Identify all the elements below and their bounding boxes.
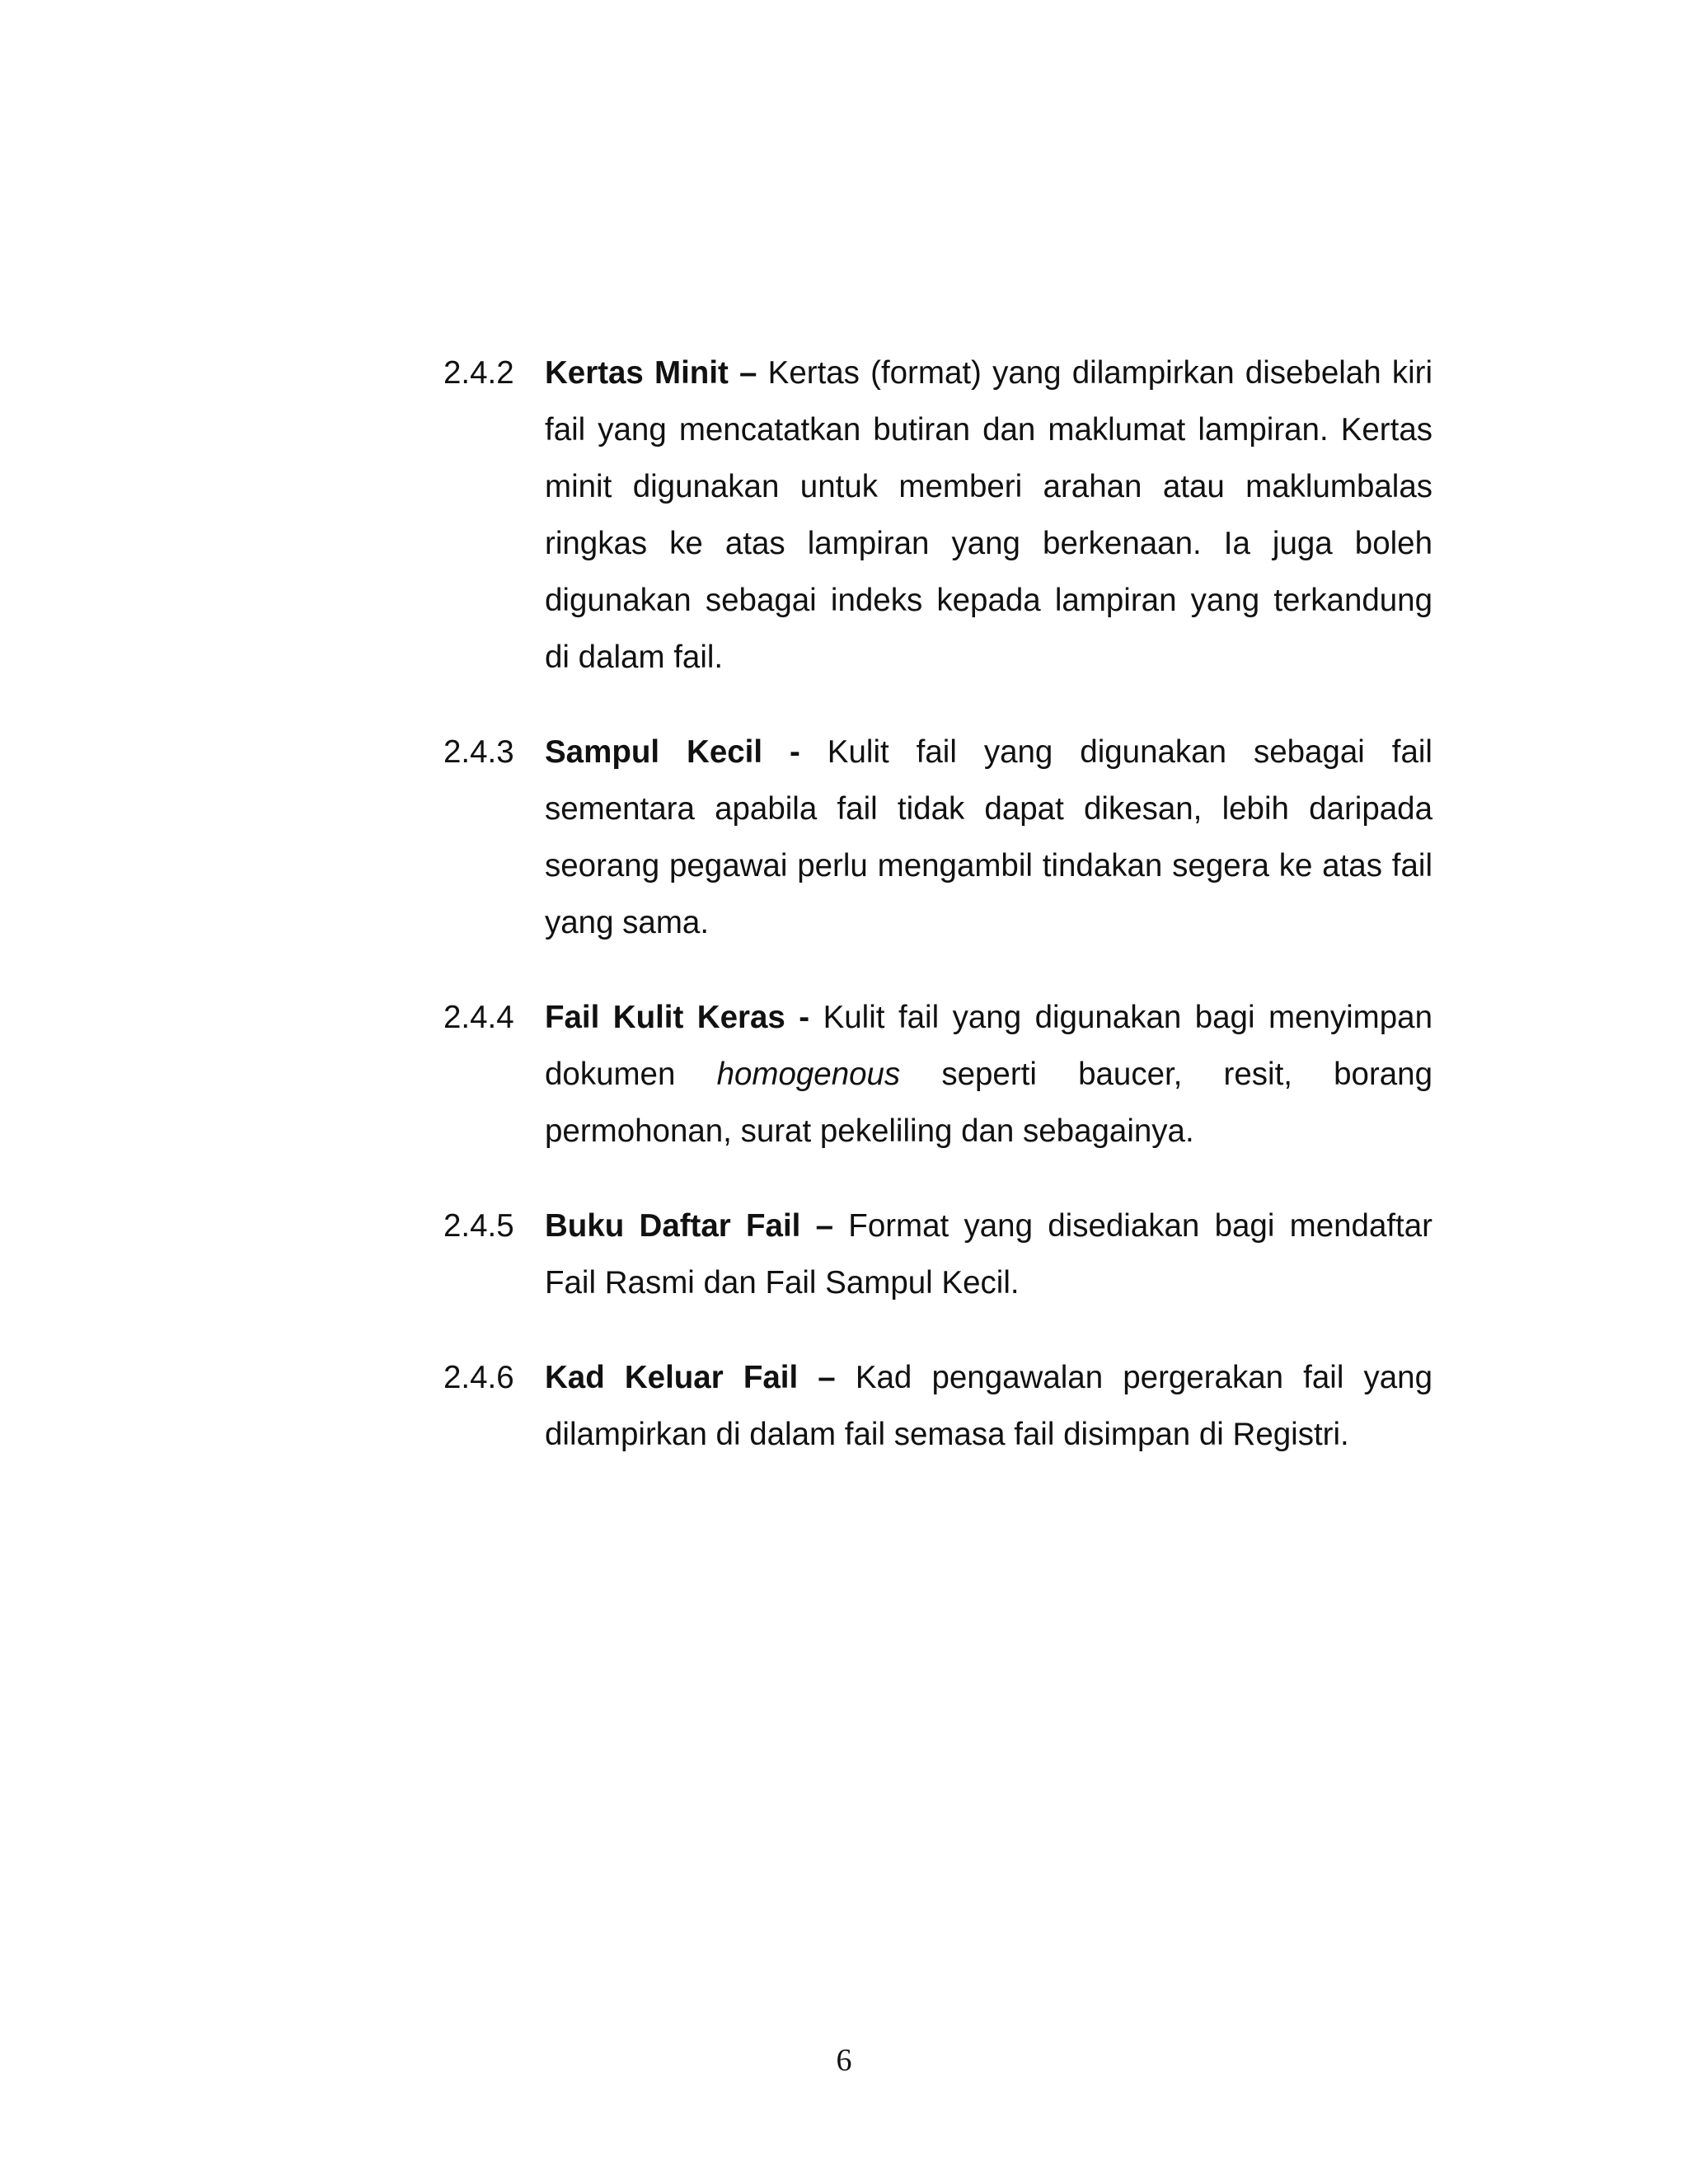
section-text: Kulit fail yang digunakan sebagai fail sementara apabila fail tidak dapat dikesan, lebih daripada seorang pegawai perlu mengambil tindakan segera ke atas fail yang sama. [545, 734, 1432, 940]
section-number: 2.4.4 [443, 1000, 514, 1035]
section-term: Kad Keluar Fail – [545, 1360, 836, 1395]
section-term: Kertas Minit – [545, 355, 757, 391]
section-number: 2.4.5 [443, 1208, 514, 1244]
section-2-4-4 [443, 989, 1432, 1160]
section-2-4-6 [443, 1349, 1432, 1463]
document-body [443, 344, 1432, 1501]
section-term: Buku Daftar Fail – [545, 1208, 834, 1244]
section-text-italic: homogenous [716, 1057, 901, 1092]
section-2-4-5 [443, 1197, 1432, 1311]
section-text: Kad pengawalan pergerakan fail yang dilampirkan di dalam fail semasa fail disimpan di Registri. [545, 1360, 1432, 1452]
section-text: Format yang disediakan bagi mendaftar Fail Rasmi dan Fail Sampul Kecil. [545, 1208, 1432, 1301]
section-term: Fail Kulit Keras - [545, 1000, 810, 1035]
section-text: Kulit fail yang digunakan bagi menyimpan dokumen [545, 1000, 1432, 1092]
section-2-4-3 [443, 724, 1432, 951]
section-text: seperti baucer, resit, borang permohonan, surat pekeliling dan sebagainya. [545, 1057, 1433, 1149]
page-number: 6 [836, 2043, 852, 2078]
section-number: 2.4.3 [443, 734, 514, 770]
section-number: 2.4.2 [443, 355, 514, 391]
section-number: 2.4.6 [443, 1360, 514, 1395]
section-text: Kertas (format) yang dilampirkan disebelah kiri fail yang mencatatkan butiran dan maklumat lampiran. Kertas minit digunakan untuk memberi arahan atau maklumbalas ringkas ke atas lampiran yang berkenaan. Ia juga boleh digunakan sebagai indeks kepada lampiran yang terkandung di dalam fail. [545, 355, 1433, 675]
section-term: Sampul Kecil - [545, 734, 800, 770]
section-2-4-2 [443, 344, 1432, 686]
